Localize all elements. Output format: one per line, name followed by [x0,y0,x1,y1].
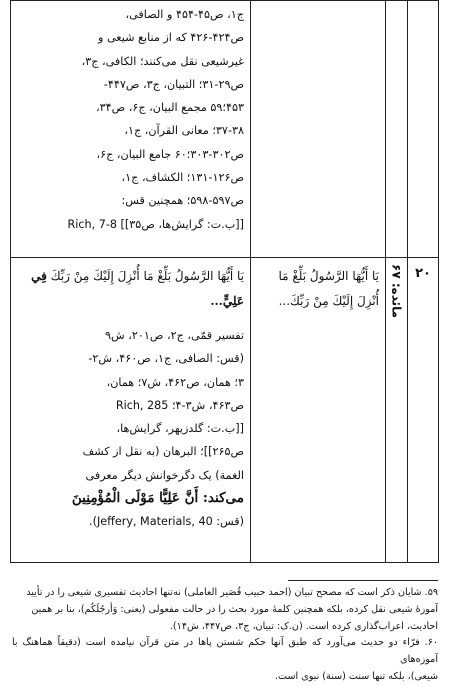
source-line: ص۱۲۶-۱۳۱؛ الکشاف، ج۱، [121,171,244,185]
source-line: ص۴۶۳، ش۳-۴؛ Rich, 285 [115,398,244,412]
footnote-line: احادیث، اعراب‌گذاری کرده است. (ن.ک: تبیان، ج۳، ص۴۴۷، ش۱۴). [169,620,438,632]
footnote-line: شیعی)، بلکه تنها سنت (سنة) نبوی است. [274,670,438,682]
source-line: (قس: الصافی، ج۱، ص۴۶۰، ش۲- [88,352,244,366]
source-line: ۴۵۳؛۵۹ مجمع البیان، ج۶، ص۳۴، [95,101,244,115]
source-line: ۳۷-۳۸؛ معانی القرآن، ج۱، [124,124,244,138]
footnote-divider [288,580,438,581]
source-line: ص۳۰۲-۳۰۳؛۶۰ جامع البیان، ج۶، [96,147,244,161]
table-row [11,258,439,563]
quran-verse: یَا أَیُّهَا الرَّسُولُ بَلِّغْ مَا أُنْزِلَ إِلَیْكَ مِنْ رَبِّكَ... [278,269,379,308]
source-line: [[ب.ت: گرایش‌ها، ص۳۵]] Rich, 7-8 [67,217,244,231]
source-line: ص۲۹-۳۱؛ التبیان، ج۳، ص۴۴۷- [103,77,244,91]
source-line: [[ب.ت: گلدزیهر، گرایش‌ها، [116,422,244,436]
source-line: (قس: Jeffery, Materials, 40). [89,515,244,529]
source-line: می‌کند: أَنَّ عَلِیًّا مَوْلَى الْمُؤْمِنِينَ [71,490,244,507]
sources-text [11,1,250,236]
sources-text [11,314,250,534]
row-number: ۲۰ [415,266,431,281]
source-line: ج۱، ص۴۵-۴۵۴ و الصافی، [125,8,244,21]
sources-cell [11,258,251,563]
footnote-line: آموزهٔ شیعی نقل کرده، بلکه همچنین کلمهٔ مورد بحث را در حالت مفعولی (یعنی: وَأرجُلَکُم)، بنا بر همین [31,603,438,615]
variant-text: یَا أَیُّهَا الرَّسُولُ بَلِّغْ مَا أُنْزِلَ إِلَیْكَ مِنْ رَبِّكَ [50,269,244,283]
sura-cell [386,1,408,258]
variant-reading [11,258,250,314]
footnote-line: ۵۹. شایان ذکر است که مصحح تبیان (احمد حبیب قُصَیر العاملی) نه‌تنها احادیث تفسیری شیعی را در تأیید [26,587,438,598]
hadith-reference-table [10,0,439,563]
source-line: ص۵۹۷-۵۹۸؛ همچنین قس: [121,194,244,208]
sura-reference: مائده: ۶۷ [389,264,404,319]
verse-cell [251,1,386,258]
source-line: تفسیر قمّی، ج۲، ص۲۰۱، ش۹ [105,329,244,342]
source-line: غیرشیعی نقل می‌کنند؛ الکافی، ج۳، [81,54,244,68]
source-line: الغمة) یک دگرخوانش دیگر معرفی [85,468,244,482]
sura-cell [386,258,408,563]
source-line: ص۲۶۵]]؛ البرهان (به نقل از کشف [82,445,244,459]
sources-cell [11,1,251,258]
footnote-line: ۶۰. فرّاء دو حدیث می‌آورد که طبق آنها حکم شستن پاها در متن قرآن نیامده است (دقیقاً هماهنگ با آموزه‌های [12,637,438,666]
variant-bold: فِي عَلِيٍّ... [31,269,244,308]
verse-cell [251,258,386,563]
footnotes [12,585,438,686]
source-line: ص۴۲۴-۴۲۶ که از منابع شیعی و [98,31,244,45]
source-line: ۳؛ همان، ص۴۶۲، ش۷؛ همان، [106,375,244,389]
row-number-cell [408,258,439,563]
row-number-cell [408,1,439,258]
table-row [11,1,439,258]
